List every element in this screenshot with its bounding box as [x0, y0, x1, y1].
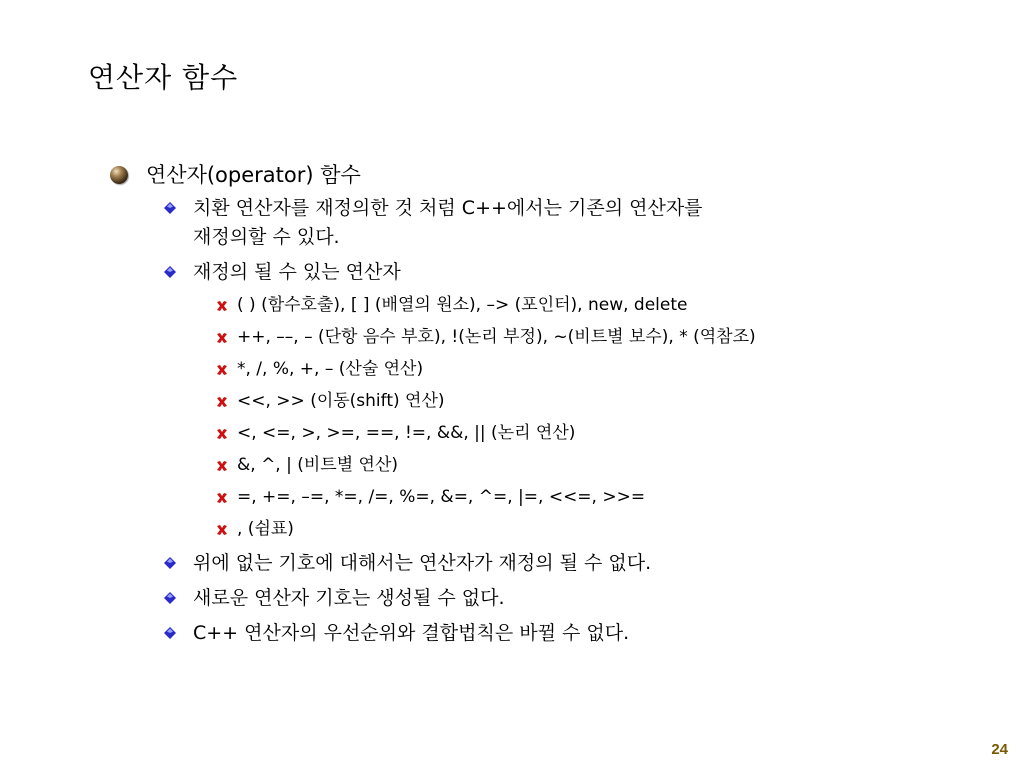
x-mark-bullet-icon [216, 396, 228, 408]
bullet-level3 [216, 453, 990, 478]
bullet-text: 재정의 될 수 있는 연산자 [193, 261, 401, 283]
bullet-text [193, 194, 703, 252]
bullet-level2 [164, 258, 990, 287]
x-mark-bullet-icon [216, 428, 228, 440]
bullet-text: =, +=, –=, *=, /=, %=, &=, ^=, |=, <<=, >>= [237, 487, 646, 507]
diamond-bullet-icon [164, 592, 176, 604]
x-mark-bullet-icon [216, 524, 228, 536]
bullet-text: 연산자(operator) 함수 [146, 163, 361, 187]
bullet-text-line: 치환 연산자를 재정의한 것 처럼 C++에서는 기존의 연산자를 [193, 197, 703, 219]
diamond-bullet-icon [164, 627, 176, 639]
slide-title: 연산자 함수 [88, 61, 239, 94]
bullet-level3 [216, 485, 990, 510]
bullet-level3 [216, 325, 990, 350]
x-mark-bullet-icon [216, 332, 228, 344]
bullet-level2 [164, 194, 990, 252]
bullet-level3 [216, 357, 990, 382]
bullet-text: &, ^, | (비트별 연산) [237, 455, 399, 475]
bullet-text: 위에 없는 기호에 대해서는 연산자가 재정의 될 수 없다. [193, 552, 652, 574]
diamond-bullet-icon [164, 557, 176, 569]
x-mark-bullet-icon [216, 364, 228, 376]
bullet-text: <, <=, >, >=, ==, !=, &&, || (논리 연산) [237, 423, 576, 443]
bullet-level3 [216, 517, 990, 542]
diamond-bullet-icon [164, 202, 176, 214]
x-mark-bullet-icon [216, 300, 228, 312]
slide-content [110, 160, 990, 654]
bullet-level3 [216, 293, 990, 318]
page-number: 24 [991, 741, 1008, 758]
x-mark-bullet-icon [216, 460, 228, 472]
bullet-text-line: 재정의할 수 있다. [193, 226, 340, 248]
sphere-bullet-icon [110, 166, 128, 184]
bullet-level3 [216, 389, 990, 414]
bullet-text: ( ) (함수호출), [ ] (배열의 원소), –> (포인터), new, delete [237, 295, 688, 315]
bullet-level2 [164, 549, 990, 578]
bullet-level2 [164, 584, 990, 613]
bullet-text: C++ 연산자의 우선순위와 결합법칙은 바뀔 수 없다. [193, 622, 630, 644]
bullet-text: *, /, %, +, – (산술 연산) [237, 359, 424, 379]
bullet-text: ++, ––, – (단항 음수 부호), !(논리 부정), ~(비트별 보수), * (역참조) [237, 327, 756, 347]
bullet-level1 [110, 160, 990, 190]
diamond-bullet-icon [164, 266, 176, 278]
bullet-text: 새로운 연산자 기호는 생성될 수 없다. [193, 587, 505, 609]
bullet-level3 [216, 421, 990, 446]
bullet-text: , (쉼표) [237, 519, 294, 539]
bullet-level2 [164, 619, 990, 648]
x-mark-bullet-icon [216, 492, 228, 504]
bullet-text: <<, >> (이동(shift) 연산) [237, 391, 445, 411]
